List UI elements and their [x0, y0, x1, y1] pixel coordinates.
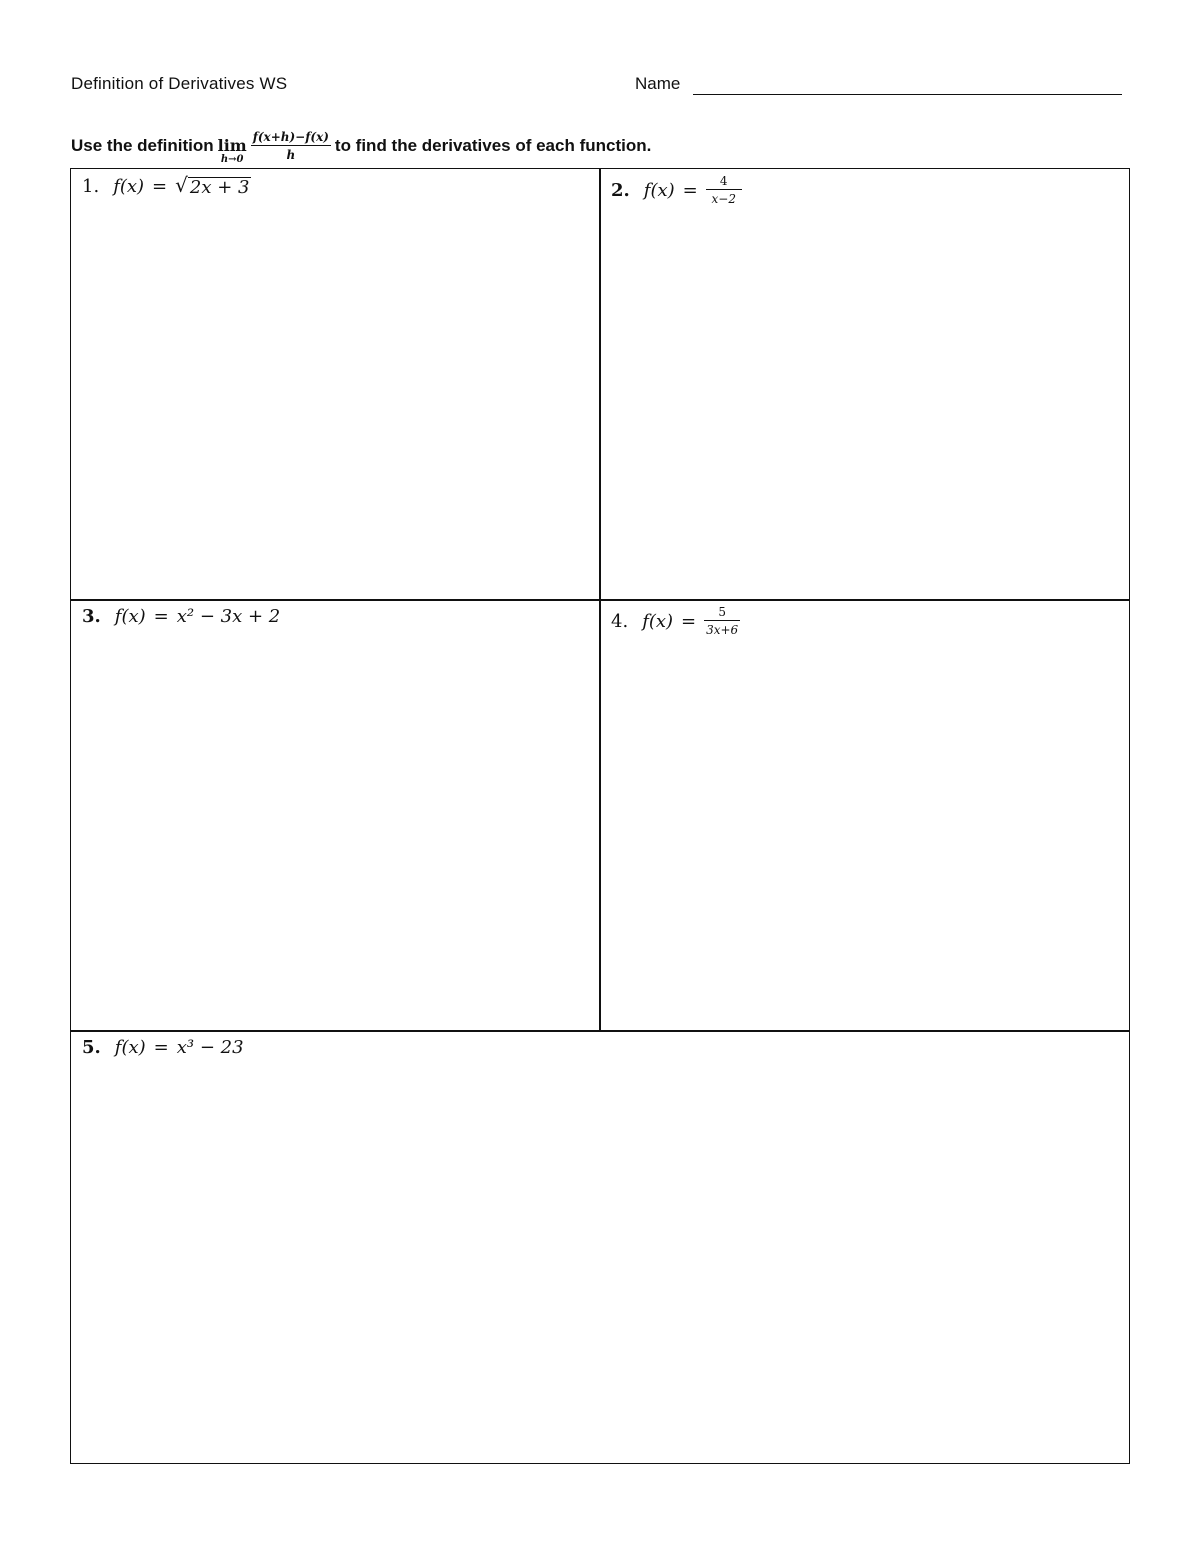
problem-box-2[interactable]: [599, 168, 1130, 601]
difference-quotient: [251, 131, 331, 161]
equals-sign: =: [681, 610, 697, 632]
problem-number: 3.: [82, 606, 101, 627]
name-label: Name: [635, 74, 681, 93]
name-underline[interactable]: [693, 94, 1122, 95]
fraction-numerator: 5: [704, 606, 740, 621]
fraction-denominator: x−2: [711, 192, 736, 206]
fraction: [704, 606, 740, 636]
problem-box-5[interactable]: [70, 1030, 1130, 1464]
problem-number: 1.: [82, 175, 100, 197]
equals-sign: =: [153, 606, 169, 627]
fraction-denominator: 3x+6: [706, 623, 739, 637]
problem-box-4[interactable]: [599, 599, 1130, 1032]
function-lhs: f(x): [114, 606, 146, 627]
problem-box-1[interactable]: [70, 168, 601, 601]
problem-grid: [70, 168, 1130, 1464]
function-lhs: f(x): [113, 175, 145, 197]
equals-sign: =: [153, 1037, 169, 1058]
problem-number: 4.: [611, 610, 629, 632]
limit-word: lim: [217, 135, 247, 155]
problem-number: 5.: [82, 1037, 101, 1058]
function-rhs: x³ − 23: [176, 1037, 244, 1058]
difference-quotient-denominator: h: [286, 148, 296, 162]
problem-4: [611, 606, 740, 636]
function-lhs: f(x): [642, 610, 674, 632]
problem-1: [82, 175, 251, 198]
instructions-tail: to find the derivatives of each function.: [334, 136, 652, 155]
function-lhs: f(x): [114, 1037, 146, 1058]
problem-3: [82, 606, 280, 627]
function-lhs: f(x): [643, 179, 675, 201]
equals-sign: =: [682, 179, 698, 201]
instructions-lead: Use the definition: [71, 136, 214, 155]
problem-2: [611, 175, 742, 205]
limit-expression: [218, 128, 247, 165]
problem-box-3[interactable]: [70, 599, 601, 1032]
instructions: [71, 124, 651, 168]
function-rhs: x² − 3x + 2: [176, 606, 281, 627]
problem-number: 2.: [611, 179, 630, 201]
equals-sign: =: [152, 175, 168, 197]
fraction: [706, 175, 742, 205]
problem-5: [82, 1037, 244, 1058]
limit-subscript: h→0: [220, 153, 244, 165]
fraction-numerator: 4: [706, 175, 742, 190]
square-root: [175, 175, 251, 198]
worksheet-title: Definition of Derivatives WS: [71, 74, 288, 93]
radical-sign: √: [175, 173, 188, 197]
radicand: 2x + 3: [189, 177, 250, 198]
difference-quotient-numerator: f(x+h)−f(x): [252, 130, 329, 144]
name-field[interactable]: [635, 74, 1125, 98]
